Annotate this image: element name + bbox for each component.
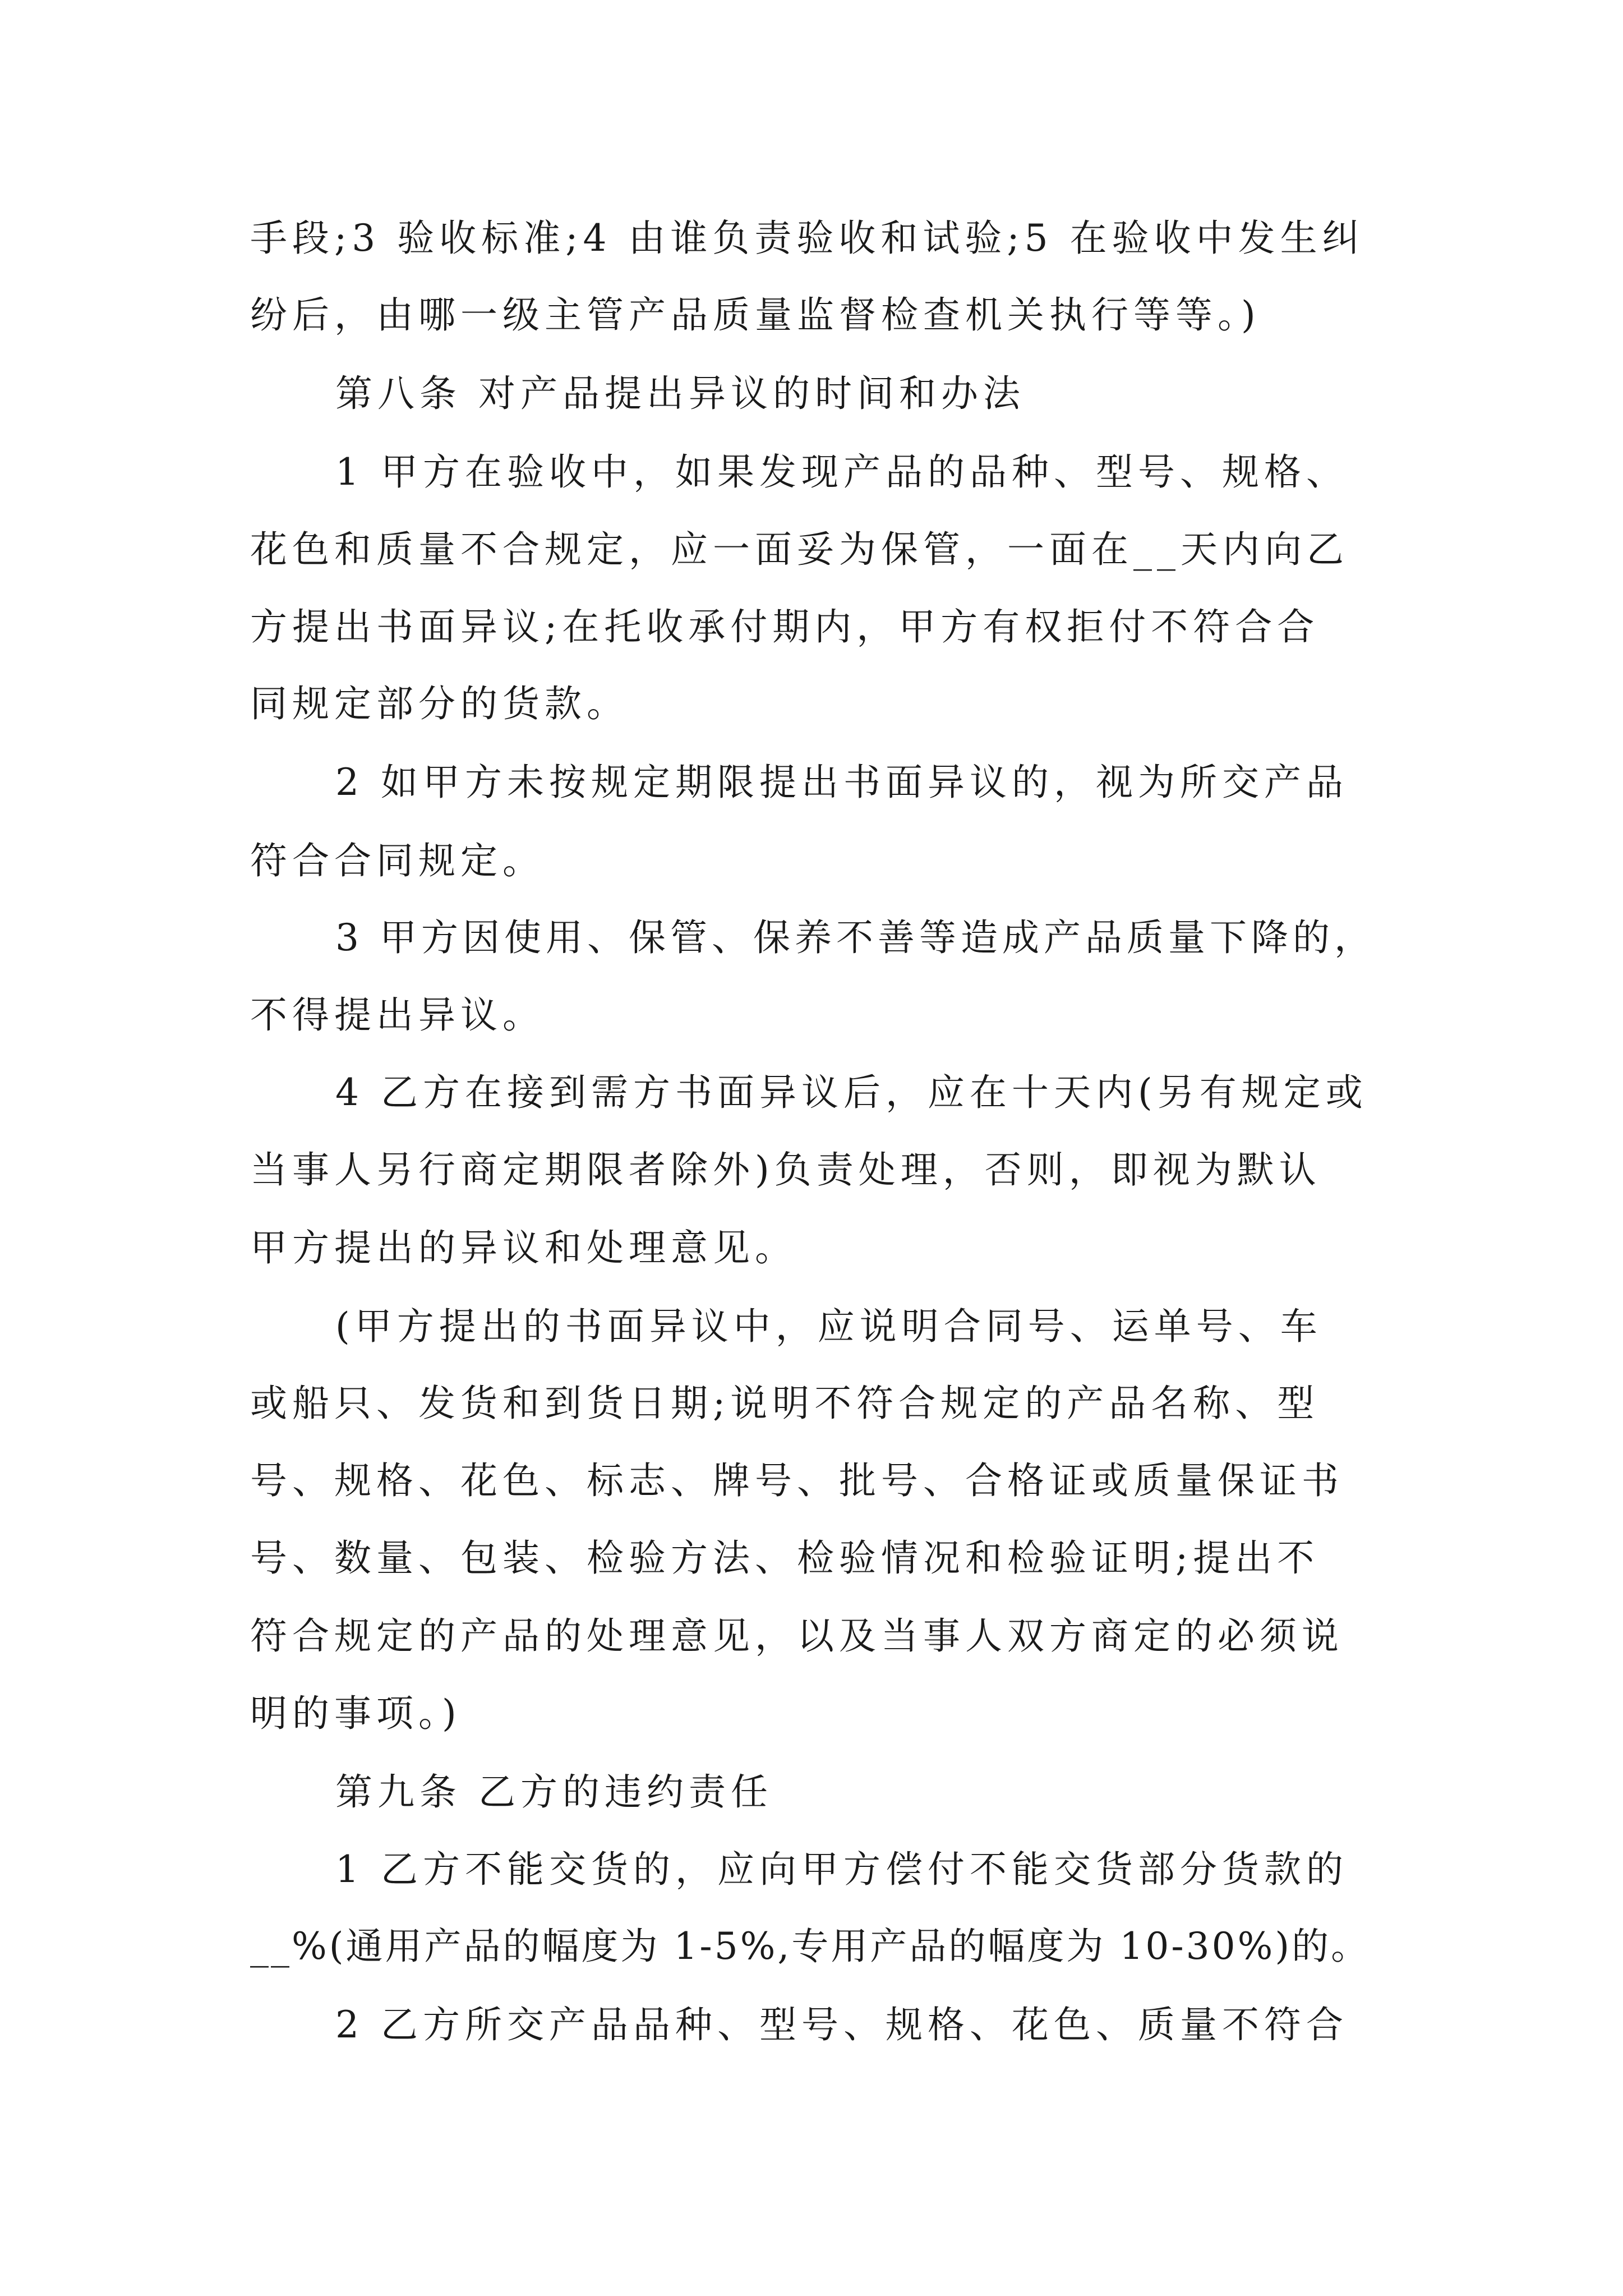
text-line-7: 同规定部分的货款。 [250, 682, 629, 725]
article-9-heading: 第九条 乙方的违约责任 [335, 1770, 773, 1814]
text-line-8: 2 如甲方未按规定期限提出书面异议的，视为所交产品 [335, 761, 1348, 804]
text-line-11: 不得提出异议。 [250, 993, 545, 1037]
text-line-19: 符合规定的产品的处理意见，以及当事人双方商定的必须说 [250, 1614, 1344, 1658]
text-line-23: __%(通用产品的幅度为 1-5%,专用产品的幅度为 10-30%)的。 [250, 1925, 1371, 1968]
text-line-24: 2 乙方所交产品品种、型号、规格、花色、质量不符合 [335, 2003, 1348, 2046]
text-line-20: 明的事项。) [250, 1692, 462, 1735]
text-line-14: 甲方提出的异议和处理意见。 [250, 1226, 797, 1269]
text-line-9: 符合合同规定。 [250, 839, 545, 882]
text-line-16: 或船只、发货和到货日期;说明不符合规定的产品名称、型 [250, 1382, 1320, 1425]
text-line-18: 号、数量、包装、检验方法、检验情况和检验证明;提出不 [250, 1536, 1320, 1580]
text-line-2: 纷后，由哪一级主管产品质量监督检查机关执行等等。) [250, 293, 1261, 337]
text-line-6: 方提出书面异议;在托收承付期内，甲方有权拒付不符合合 [250, 605, 1320, 648]
text-line-12: 4 乙方在接到需方书面异议后，应在十天内(另有规定或 [335, 1071, 1368, 1114]
text-line-15: (甲方提出的书面异议中，应说明合同号、运单号、车 [335, 1305, 1322, 1348]
text-line-13: 当事人另行商定期限者除外)负责处理，否则，即视为默认 [250, 1148, 1321, 1191]
text-line-5: 花色和质量不合规定，应一面妥为保管，一面在__天内向乙 [250, 528, 1349, 571]
text-line-17: 号、规格、花色、标志、牌号、批号、合格证或质量保证书 [250, 1459, 1344, 1502]
text-line-10: 3 甲方因使用、保管、保养不善等造成产品质量下降的， [335, 916, 1376, 959]
text-line-22: 1 乙方不能交货的，应向甲方偿付不能交货部分货款的 [335, 1848, 1348, 1891]
article-8-heading: 第八条 对产品提出异议的时间和办法 [335, 372, 1025, 415]
text-line-1: 手段;3 验收标准;4 由谁负责验收和试验;5 在验收中发生纠 [250, 217, 1364, 260]
text-line-4: 1 甲方在验收中，如果发现产品的品种、型号、规格、 [335, 450, 1348, 494]
